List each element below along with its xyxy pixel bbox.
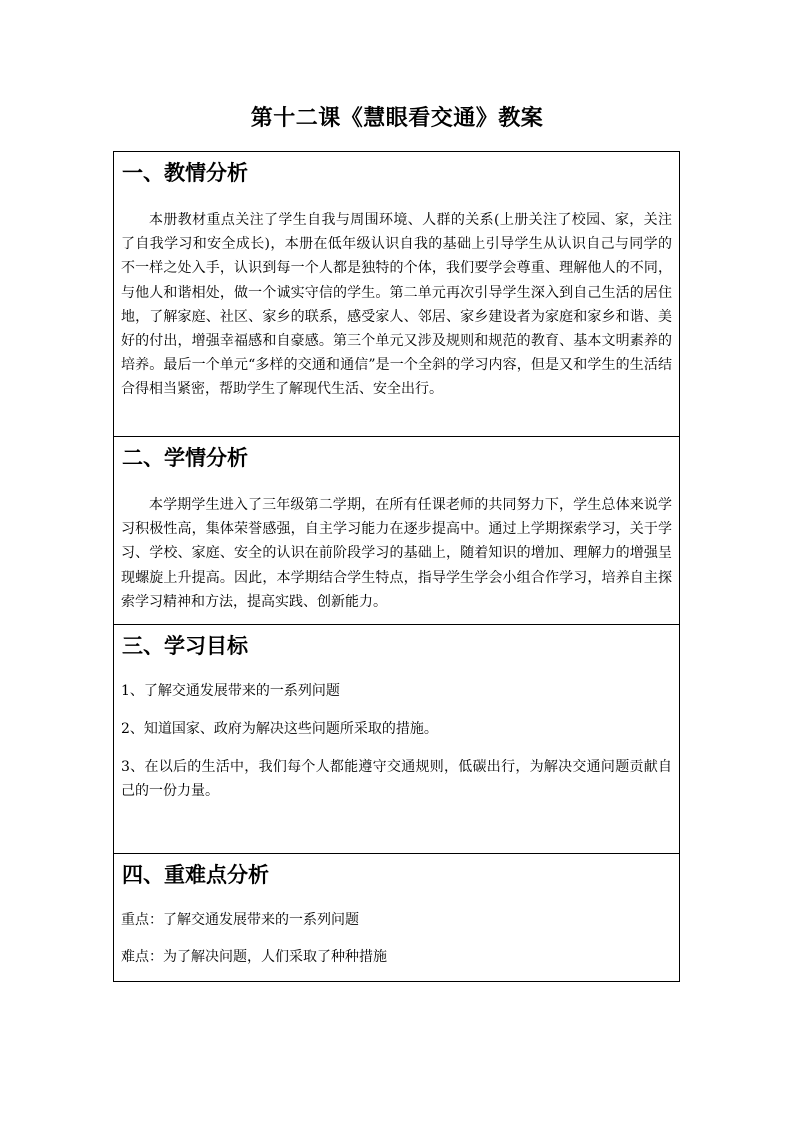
lesson-plan-table xyxy=(113,151,680,982)
section-teaching-analysis xyxy=(114,152,679,436)
section-student-analysis xyxy=(114,436,679,624)
section-heading: 三、学习目标 xyxy=(122,633,248,658)
section-paragraph: 本学期学生进入了三年级第二学期，在所有任课老师的共同努力下，学生总体来说学习积极性高，集体荣誉感强，自主学习能力在逐步提高中。通过上学期探索学习，关于学习、学校、家庭、安全的认识在前阶段学习的基础上，随着知识的增加、理解力的增强呈现螺旋上升提高。因此，本学期结合学生特点，指导学生学会小组合作学习，培养自主探索学习精神和方法，提高实践、创新能力。 xyxy=(121,497,672,610)
section-heading: 一、教情分析 xyxy=(122,160,248,185)
list-item: 2、知道国家、政府为解决这些问题所采取的措施。 xyxy=(121,721,438,737)
section-heading: 四、重难点分析 xyxy=(122,862,269,887)
objectives-list xyxy=(121,679,672,817)
key-points-list xyxy=(121,908,672,982)
page-title: 第十二课《慧眼看交通》教案 xyxy=(250,105,544,131)
list-item: 难点：为了解决问题，人们采取了种种措施 xyxy=(121,949,387,965)
section-heading: 二、学情分析 xyxy=(122,445,248,470)
section-key-points xyxy=(114,853,679,982)
section-paragraph: 本册教材重点关注了学生自我与周围环境、人群的关系(上册关注了校园、家，关注了自我学习和安全成长)，本册在低年级认识自我的基础上引导学生从认识自己与同学的不一样之处入手，认识到每一个人都是独特的个体，我们要学会尊重、理解他人的不同，与他人和谐相处，做一个诚实守信的学生。第二单元再次引导学生深入到自己生活的居住地，了解家庭、社区、家乡的联系，感受家人、邻居、家乡建设者为家庭和家乡和谐、美好的付出，增强幸福感和自豪感。第三个单元又涉及规则和规范的教育、基本文明素养的培养。最后一个单元“多样的交通和通信”是一个全斜的学习内容，但是又和学生的生活结合得相当紧密，帮助学生了解现代生活、安全出行。 xyxy=(121,212,672,398)
list-item: 1、了解交通发展带来的一系列问题 xyxy=(121,683,340,699)
list-item: 重点：了解交通发展带来的一系列问题 xyxy=(121,912,359,928)
list-item: 3、在以后的生活中，我们每个人都能遵守交通规则，低碳出行，为解决交通问题贡献自己的一份力量。 xyxy=(121,759,672,799)
section-learning-objectives xyxy=(114,624,679,853)
